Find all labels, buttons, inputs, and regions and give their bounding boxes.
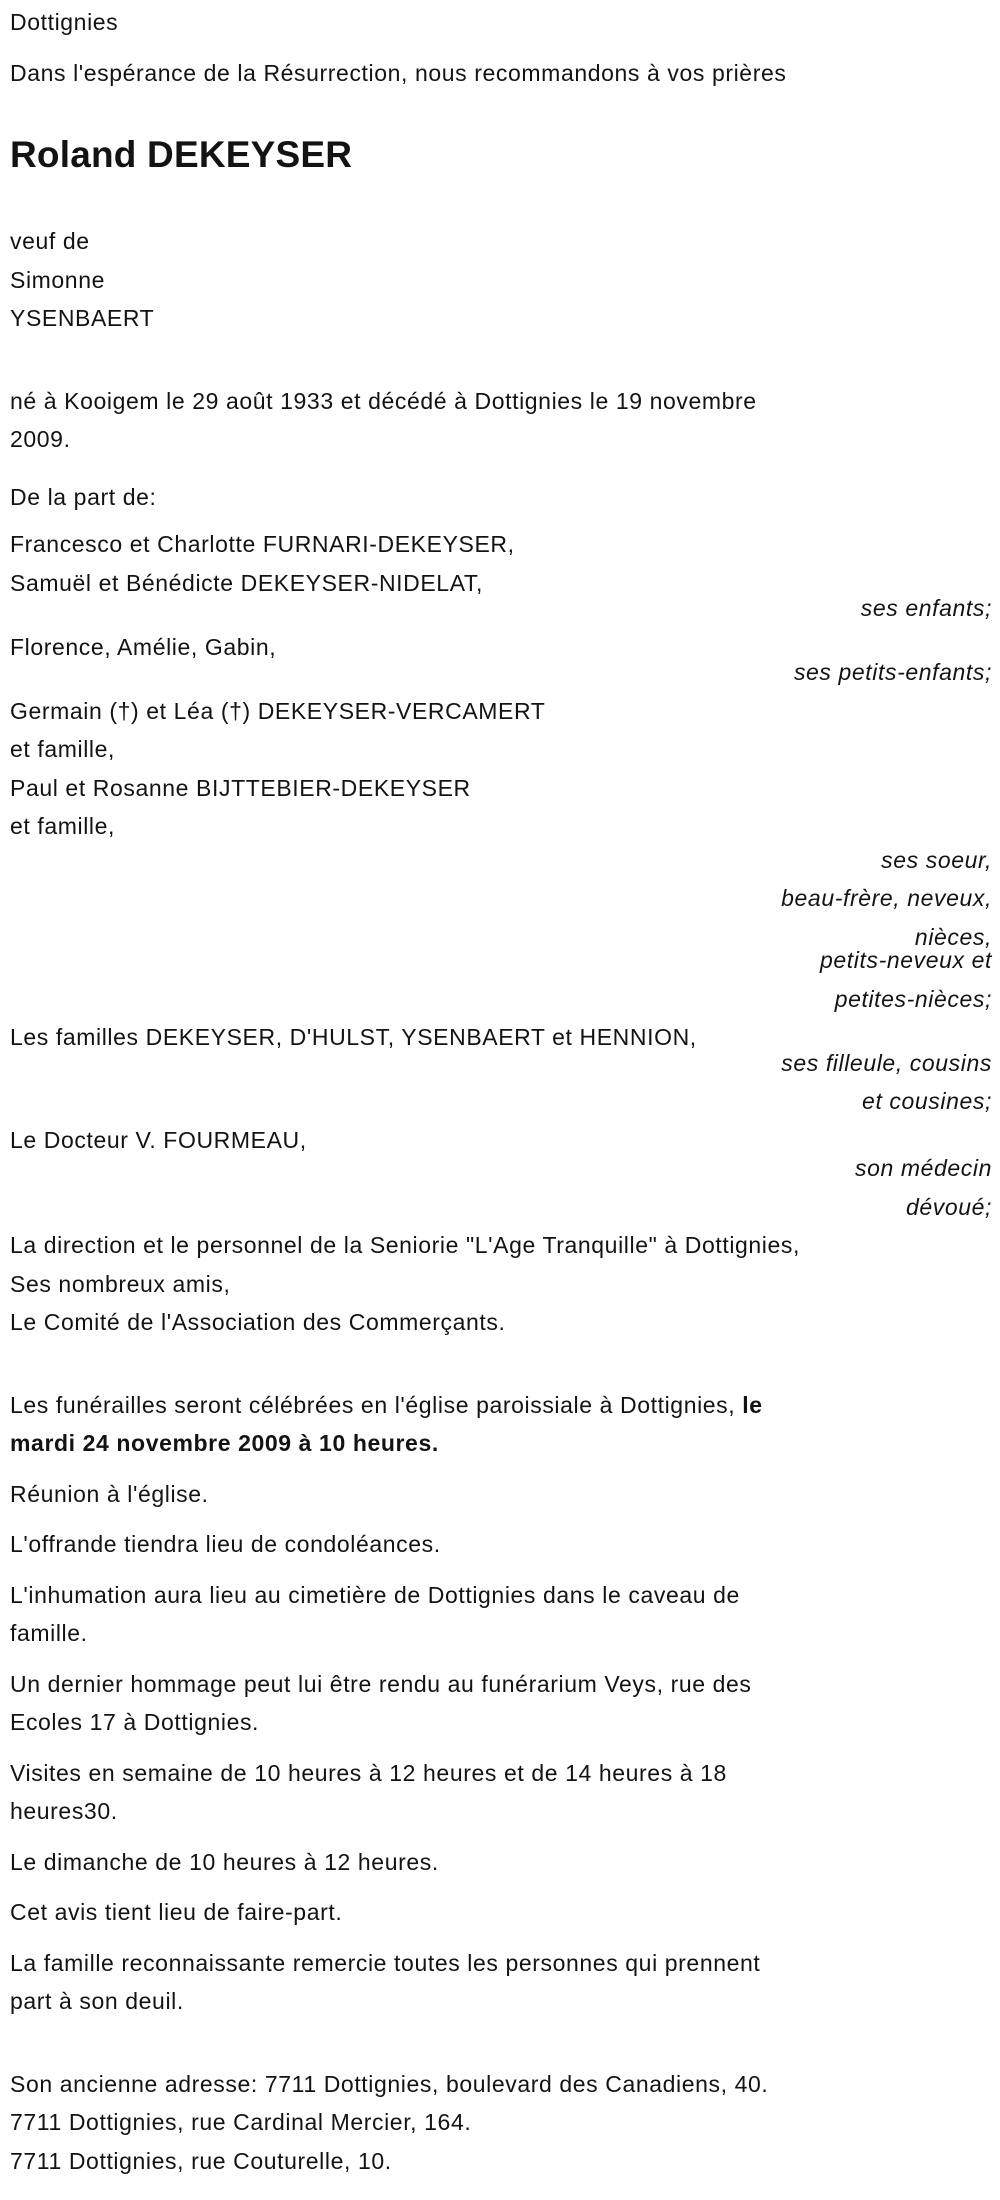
text-line — [10, 730, 992, 769]
plain-text: ses filleule, cousins — [781, 1049, 992, 1076]
plain-text: La direction et le personnel de la Seniorie "L'Age Tranquille" à Dottignies, — [10, 1232, 800, 1258]
plain-text: beau-frère, neveux, — [781, 885, 992, 911]
text-line — [10, 1265, 992, 1304]
plain-text: La famille reconnaissante remercie toutes les personnes qui prennent — [10, 1949, 761, 1976]
text-line — [10, 1303, 992, 1342]
plain-text: 2009. — [10, 426, 71, 452]
text-line — [10, 941, 992, 980]
plain-text: Francesco et Charlotte FURNARI-DEKEYSER, — [10, 531, 515, 557]
plain-text: De la part de: — [10, 483, 157, 510]
plain-text: Ses nombreux amis, — [10, 1270, 231, 1297]
text-line — [10, 692, 992, 731]
plain-text: Réunion à l'église. — [10, 1480, 209, 1507]
bold-text: le — [742, 1391, 763, 1418]
plain-text: Simonne — [10, 266, 105, 293]
text-line — [10, 525, 992, 564]
family-names — [10, 692, 992, 846]
plain-text: veuf de — [10, 228, 90, 254]
text-line — [10, 1424, 992, 1463]
plain-text: Un dernier hommage peut lui être rendu au funérarium Veys, rue des — [10, 1670, 752, 1697]
plain-text: nièces, — [914, 923, 992, 950]
relation-doctor-cont — [10, 1188, 992, 1227]
text-line — [10, 2103, 992, 2142]
plain-text: Dans l'espérance de la Résurrection, nous recommandons à vos prières — [10, 59, 787, 86]
plain-text: Visites en semaine de 10 heures à 12 heures et de 14 heures à 18 — [10, 1759, 727, 1786]
funeral-announcement — [10, 1386, 992, 1463]
intro-line — [10, 54, 992, 93]
plain-text: heures30. — [10, 1798, 118, 1824]
deceased-name — [10, 130, 992, 180]
text-line — [10, 2065, 992, 2104]
plain-text: Dottignies — [10, 9, 119, 35]
thanks-block — [10, 1944, 992, 2021]
plain-text: Le dimanche de 10 heures à 12 heures. — [10, 1848, 439, 1875]
text-line — [10, 1893, 992, 1932]
text-line — [10, 478, 992, 517]
notice-line — [10, 1893, 992, 1932]
text-line — [10, 1226, 992, 1265]
text-line — [10, 1614, 992, 1653]
plain-text: Le Comité de l'Association des Commerçants. — [10, 1309, 506, 1335]
plain-text: Son ancienne adresse: 7711 Dottignies, boulevard des Canadiens, 40. — [10, 2070, 769, 2097]
institutions-block — [10, 1226, 992, 1342]
plain-text: YSENBAERT — [10, 305, 155, 331]
relation-sister — [10, 841, 992, 880]
text-line — [10, 769, 992, 808]
plain-text: ses petits-enfants; — [793, 659, 992, 685]
plain-text: Le Docteur V. FOURMEAU, — [10, 1126, 307, 1153]
text-line — [10, 1386, 992, 1425]
text-line — [10, 1754, 992, 1793]
visits-sunday-line — [10, 1843, 992, 1882]
text-line — [10, 1944, 992, 1983]
text-line — [10, 1576, 992, 1615]
plain-text: dévoué; — [905, 1193, 992, 1220]
text-line — [10, 2142, 992, 2181]
on-behalf-label — [10, 478, 992, 517]
plain-text: son médecin — [854, 1155, 992, 1181]
text-line — [10, 261, 992, 300]
text-line — [10, 222, 992, 261]
plain-text: Samuël et Bénédicte DEKEYSER-NIDELAT, — [10, 569, 484, 596]
offering-line — [10, 1525, 992, 1564]
plain-text: Cet avis tient lieu de faire-part. — [10, 1899, 343, 1925]
text-line — [10, 54, 992, 93]
plain-text: petites-nièces; — [834, 985, 992, 1012]
plain-text: Les funérailles seront célébrées en l'église paroissiale à Dottignies, — [10, 1391, 743, 1418]
meeting-line — [10, 1475, 992, 1514]
location-line — [10, 3, 992, 42]
text-line — [10, 1475, 992, 1514]
text-line — [10, 980, 992, 1019]
text-line — [10, 1082, 992, 1121]
birth-death-block — [10, 382, 992, 459]
relation-grandnieces — [10, 980, 992, 1019]
plain-text: ses soeur, — [881, 846, 992, 873]
plain-text: L'offrande tiendra lieu de condoléances. — [10, 1531, 441, 1557]
plain-text: Paul et Rosanne BIJTTEBIER-DEKEYSER — [10, 774, 471, 801]
plain-text: petits-neveux et — [820, 947, 992, 973]
text-line — [10, 1982, 992, 2021]
text-line — [10, 1525, 992, 1564]
text-line — [10, 1188, 992, 1227]
plain-text: Les familles DEKEYSER, D'HULST, YSENBAERT et HENNION, — [10, 1024, 697, 1050]
funerarium-block — [10, 1665, 992, 1742]
plain-text: 7711 Dottignies, rue Couturelle, 10. — [10, 2147, 392, 2174]
text-line — [10, 299, 992, 338]
plain-text: famille. — [10, 1620, 88, 1646]
visits-week-block — [10, 1754, 992, 1831]
burial-block — [10, 1576, 992, 1653]
plain-text: né à Kooigem le 29 août 1933 et décédé à Dottignies le 19 novembre — [10, 387, 757, 414]
text-line — [10, 1703, 992, 1742]
obituary-document — [10, 3, 992, 2180]
heading-line — [10, 130, 992, 180]
relation-grandnephews — [10, 941, 992, 980]
relation-cousins-cont — [10, 1082, 992, 1121]
plain-text: Germain (†) et Léa (†) DEKEYSER-VERCAMERT — [10, 697, 546, 724]
text-line — [10, 1792, 992, 1831]
relation-inlaws — [10, 879, 992, 918]
text-line — [10, 1665, 992, 1704]
plain-text: et famille, — [10, 736, 116, 762]
plain-text: 7711 Dottignies, rue Cardinal Mercier, 164. — [10, 2109, 472, 2135]
addresses-block — [10, 2065, 992, 2181]
plain-text: et cousines; — [862, 1088, 992, 1114]
plain-text: Roland DEKEYSER — [10, 134, 353, 175]
bold-text: mardi 24 novembre 2009 à 10 heures. — [10, 1430, 439, 1456]
plain-text: Florence, Amélie, Gabin, — [10, 633, 277, 660]
plain-text: Ecoles 17 à Dottignies. — [10, 1709, 260, 1735]
plain-text: L'inhumation aura lieu au cimetière de Dottignies dans le caveau de — [10, 1581, 740, 1608]
text-line — [10, 841, 992, 880]
text-line — [10, 420, 992, 459]
spouse-block — [10, 222, 992, 338]
plain-text: part à son deuil. — [10, 1988, 184, 2014]
text-line — [10, 3, 992, 42]
plain-text: et famille, — [10, 813, 116, 839]
text-line — [10, 879, 992, 918]
text-line — [10, 382, 992, 421]
plain-text: ses enfants; — [860, 595, 992, 621]
text-line — [10, 1843, 992, 1882]
